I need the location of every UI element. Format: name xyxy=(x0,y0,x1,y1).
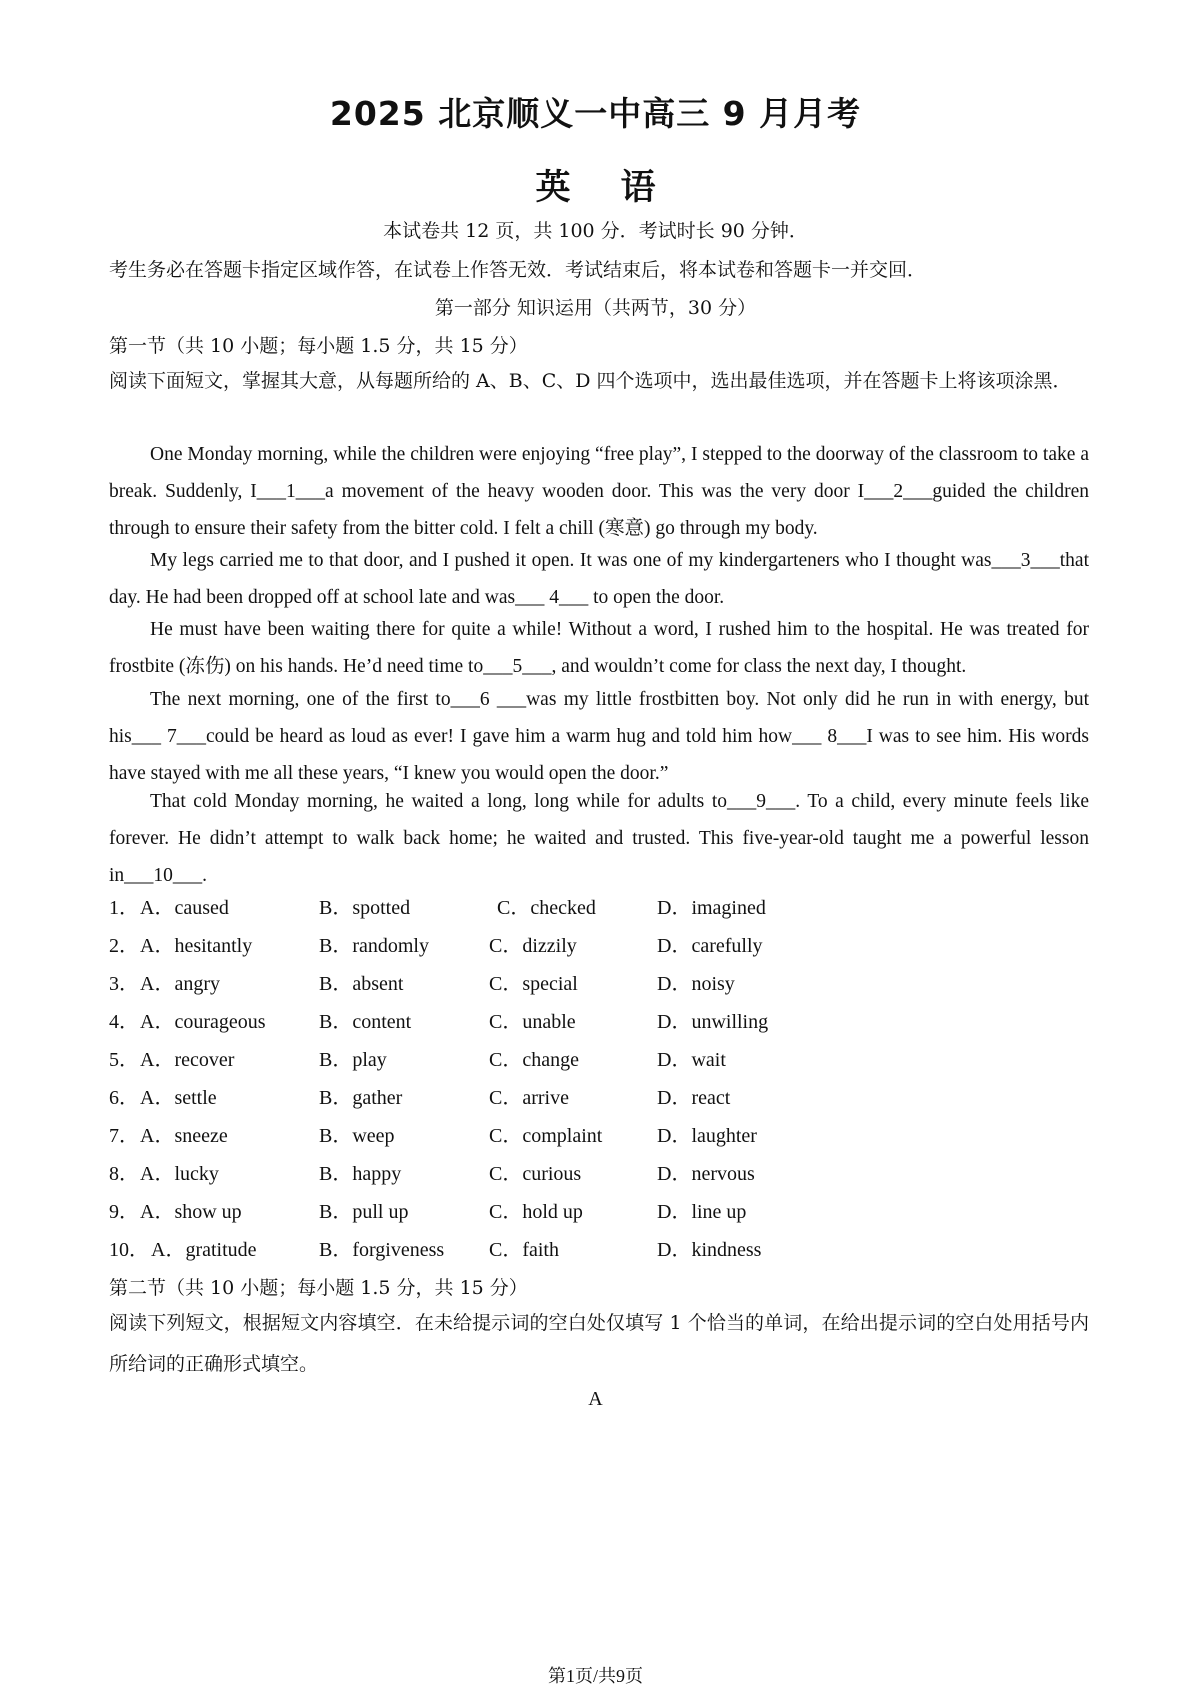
option-b: B．pull up xyxy=(319,1201,409,1223)
option-a: A．courageous xyxy=(140,1011,266,1033)
question-options-row xyxy=(109,1081,909,1111)
question-number: 9． xyxy=(109,1201,139,1223)
option-a: A．gratitude xyxy=(151,1239,257,1261)
question-options-row xyxy=(109,967,909,997)
question-options-row xyxy=(109,1119,909,1149)
subject-title: 英语 xyxy=(535,168,706,208)
exam-info-line: 本试卷共 12 页，共 100 分．考试时长 90 分钟． xyxy=(383,220,808,242)
option-a: A．hesitantly xyxy=(140,935,253,957)
question-number: 1． xyxy=(109,897,139,919)
exam-title: 2025 北京顺义一中高三 9 月月考 xyxy=(329,94,862,133)
option-d: D．react xyxy=(657,1087,731,1109)
option-d: D．wait xyxy=(657,1049,726,1071)
option-a: A．settle xyxy=(140,1087,217,1109)
option-c: C．arrive xyxy=(489,1087,569,1109)
option-a: A．show up xyxy=(140,1201,242,1223)
option-c: C．dizzily xyxy=(489,935,577,957)
question-options-row xyxy=(109,1005,909,1035)
passage-paragraph: The next morning, one of the first to___6 ___was my little frostbitten boy. Not only did he run in with energy, but his___ 7___could be heard as loud as ever! I gave him a warm hug and told him how___ 8___I was to see him. His words have stayed with me all these years, “I knew you would open the door.” xyxy=(109,689,1089,784)
question-options-row xyxy=(109,1043,909,1073)
option-a: A．recover xyxy=(140,1049,235,1071)
option-d: D．carefully xyxy=(657,935,763,957)
option-b: B．content xyxy=(319,1011,412,1033)
question-number: 10． xyxy=(109,1239,149,1261)
option-d: D．kindness xyxy=(657,1239,762,1261)
passage-paragraph: That cold Monday morning, he waited a long, long while for adults to___9___. To a child, every minute feels like forever. He didn’t attempt to walk back home; he waited and trusted. This five-year-old taught me a powerful lesson in___10___. xyxy=(109,791,1089,886)
option-b: B．weep xyxy=(319,1125,395,1147)
question-number: 5． xyxy=(109,1049,139,1071)
option-b: B．forgiveness xyxy=(319,1239,445,1261)
option-b: B．spotted xyxy=(319,897,411,919)
option-a: A．sneeze xyxy=(140,1125,228,1147)
option-b: B．gather xyxy=(319,1087,403,1109)
option-c: C．curious xyxy=(489,1163,582,1185)
option-c: C．checked xyxy=(497,897,596,919)
passage-paragraph: He must have been waiting there for quite a while! Without a word, I rushed him to the hospital. He was treated for frostbite (冻伤) on his hands. He’d need time to___5___, and wouldn’t come for class the next day, I thought. xyxy=(109,619,1089,677)
question-options-row xyxy=(109,1157,909,1187)
option-a: A．caused xyxy=(140,897,229,919)
question-options-row xyxy=(109,929,909,959)
option-b: B．absent xyxy=(319,973,404,995)
section1-title: 第一节（共 10 小题；每小题 1.5 分，共 15 分） xyxy=(109,335,528,357)
option-c: C．special xyxy=(489,973,578,995)
question-number: 8． xyxy=(109,1163,139,1185)
section1-directions: 阅读下面短文，掌握其大意，从每题所给的 A、B、C、D 四个选项中，选出最佳选项，并在答题卡上将该项涂黑． xyxy=(109,370,1072,392)
section2-directions: 阅读下列短文，根据短文内容填空．在未给提示词的空白处仅填写 1 个恰当的单词，在给出提示词的空白处用括号内所给词的正确形式填空。 xyxy=(109,1312,1089,1375)
question-number: 4． xyxy=(109,1011,139,1033)
option-d: D．noisy xyxy=(657,973,735,995)
option-d: D．imagined xyxy=(657,897,766,919)
question-options-row xyxy=(109,1195,909,1225)
option-d: D．nervous xyxy=(657,1163,755,1185)
option-b: B．play xyxy=(319,1049,387,1071)
option-d: D．unwilling xyxy=(657,1011,769,1033)
question-options-row xyxy=(109,1233,909,1263)
part1-title: 第一部分 知识运用（共两节，30 分） xyxy=(434,297,757,319)
option-c: C．faith xyxy=(489,1239,559,1261)
option-c: C．complaint xyxy=(489,1125,603,1147)
question-number: 7． xyxy=(109,1125,139,1147)
option-a: A．angry xyxy=(140,973,220,995)
question-options-row xyxy=(109,891,909,921)
option-d: D．laughter xyxy=(657,1125,757,1147)
option-c: C．unable xyxy=(489,1011,576,1033)
passage-paragraph: My legs carried me to that door, and I pushed it open. It was one of my kindergarteners who I thought was___3___that day. He had been dropped off at school late and was___ 4___ to open the door. xyxy=(109,550,1089,608)
question-number: 2． xyxy=(109,935,139,957)
option-d: D．line up xyxy=(657,1201,747,1223)
option-b: B．happy xyxy=(319,1163,402,1185)
option-c: C．change xyxy=(489,1049,579,1071)
passage-label: A xyxy=(588,1388,603,1410)
section2-title: 第二节（共 10 小题；每小题 1.5 分，共 15 分） xyxy=(109,1277,528,1299)
option-c: C．hold up xyxy=(489,1201,583,1223)
option-b: B．randomly xyxy=(319,935,429,957)
option-a: A．lucky xyxy=(140,1163,219,1185)
page-number: 第1页/共9页 xyxy=(547,1666,643,1686)
exam-notice-line: 考生务必在答题卡指定区域作答，在试卷上作答无效．考试结束后，将本试卷和答题卡一并交回． xyxy=(109,259,927,281)
question-number: 6． xyxy=(109,1087,139,1109)
question-number: 3． xyxy=(109,973,139,995)
passage-paragraph: One Monday morning, while the children were enjoying “free play”, I stepped to the doorway of the classroom to take a break. Suddenly, I___1___a movement of the heavy wooden door. This was the very door I___2___guided the children through to ensure their safety from the bitter cold. I felt a chill (寒意) go through my body. xyxy=(109,444,1089,539)
